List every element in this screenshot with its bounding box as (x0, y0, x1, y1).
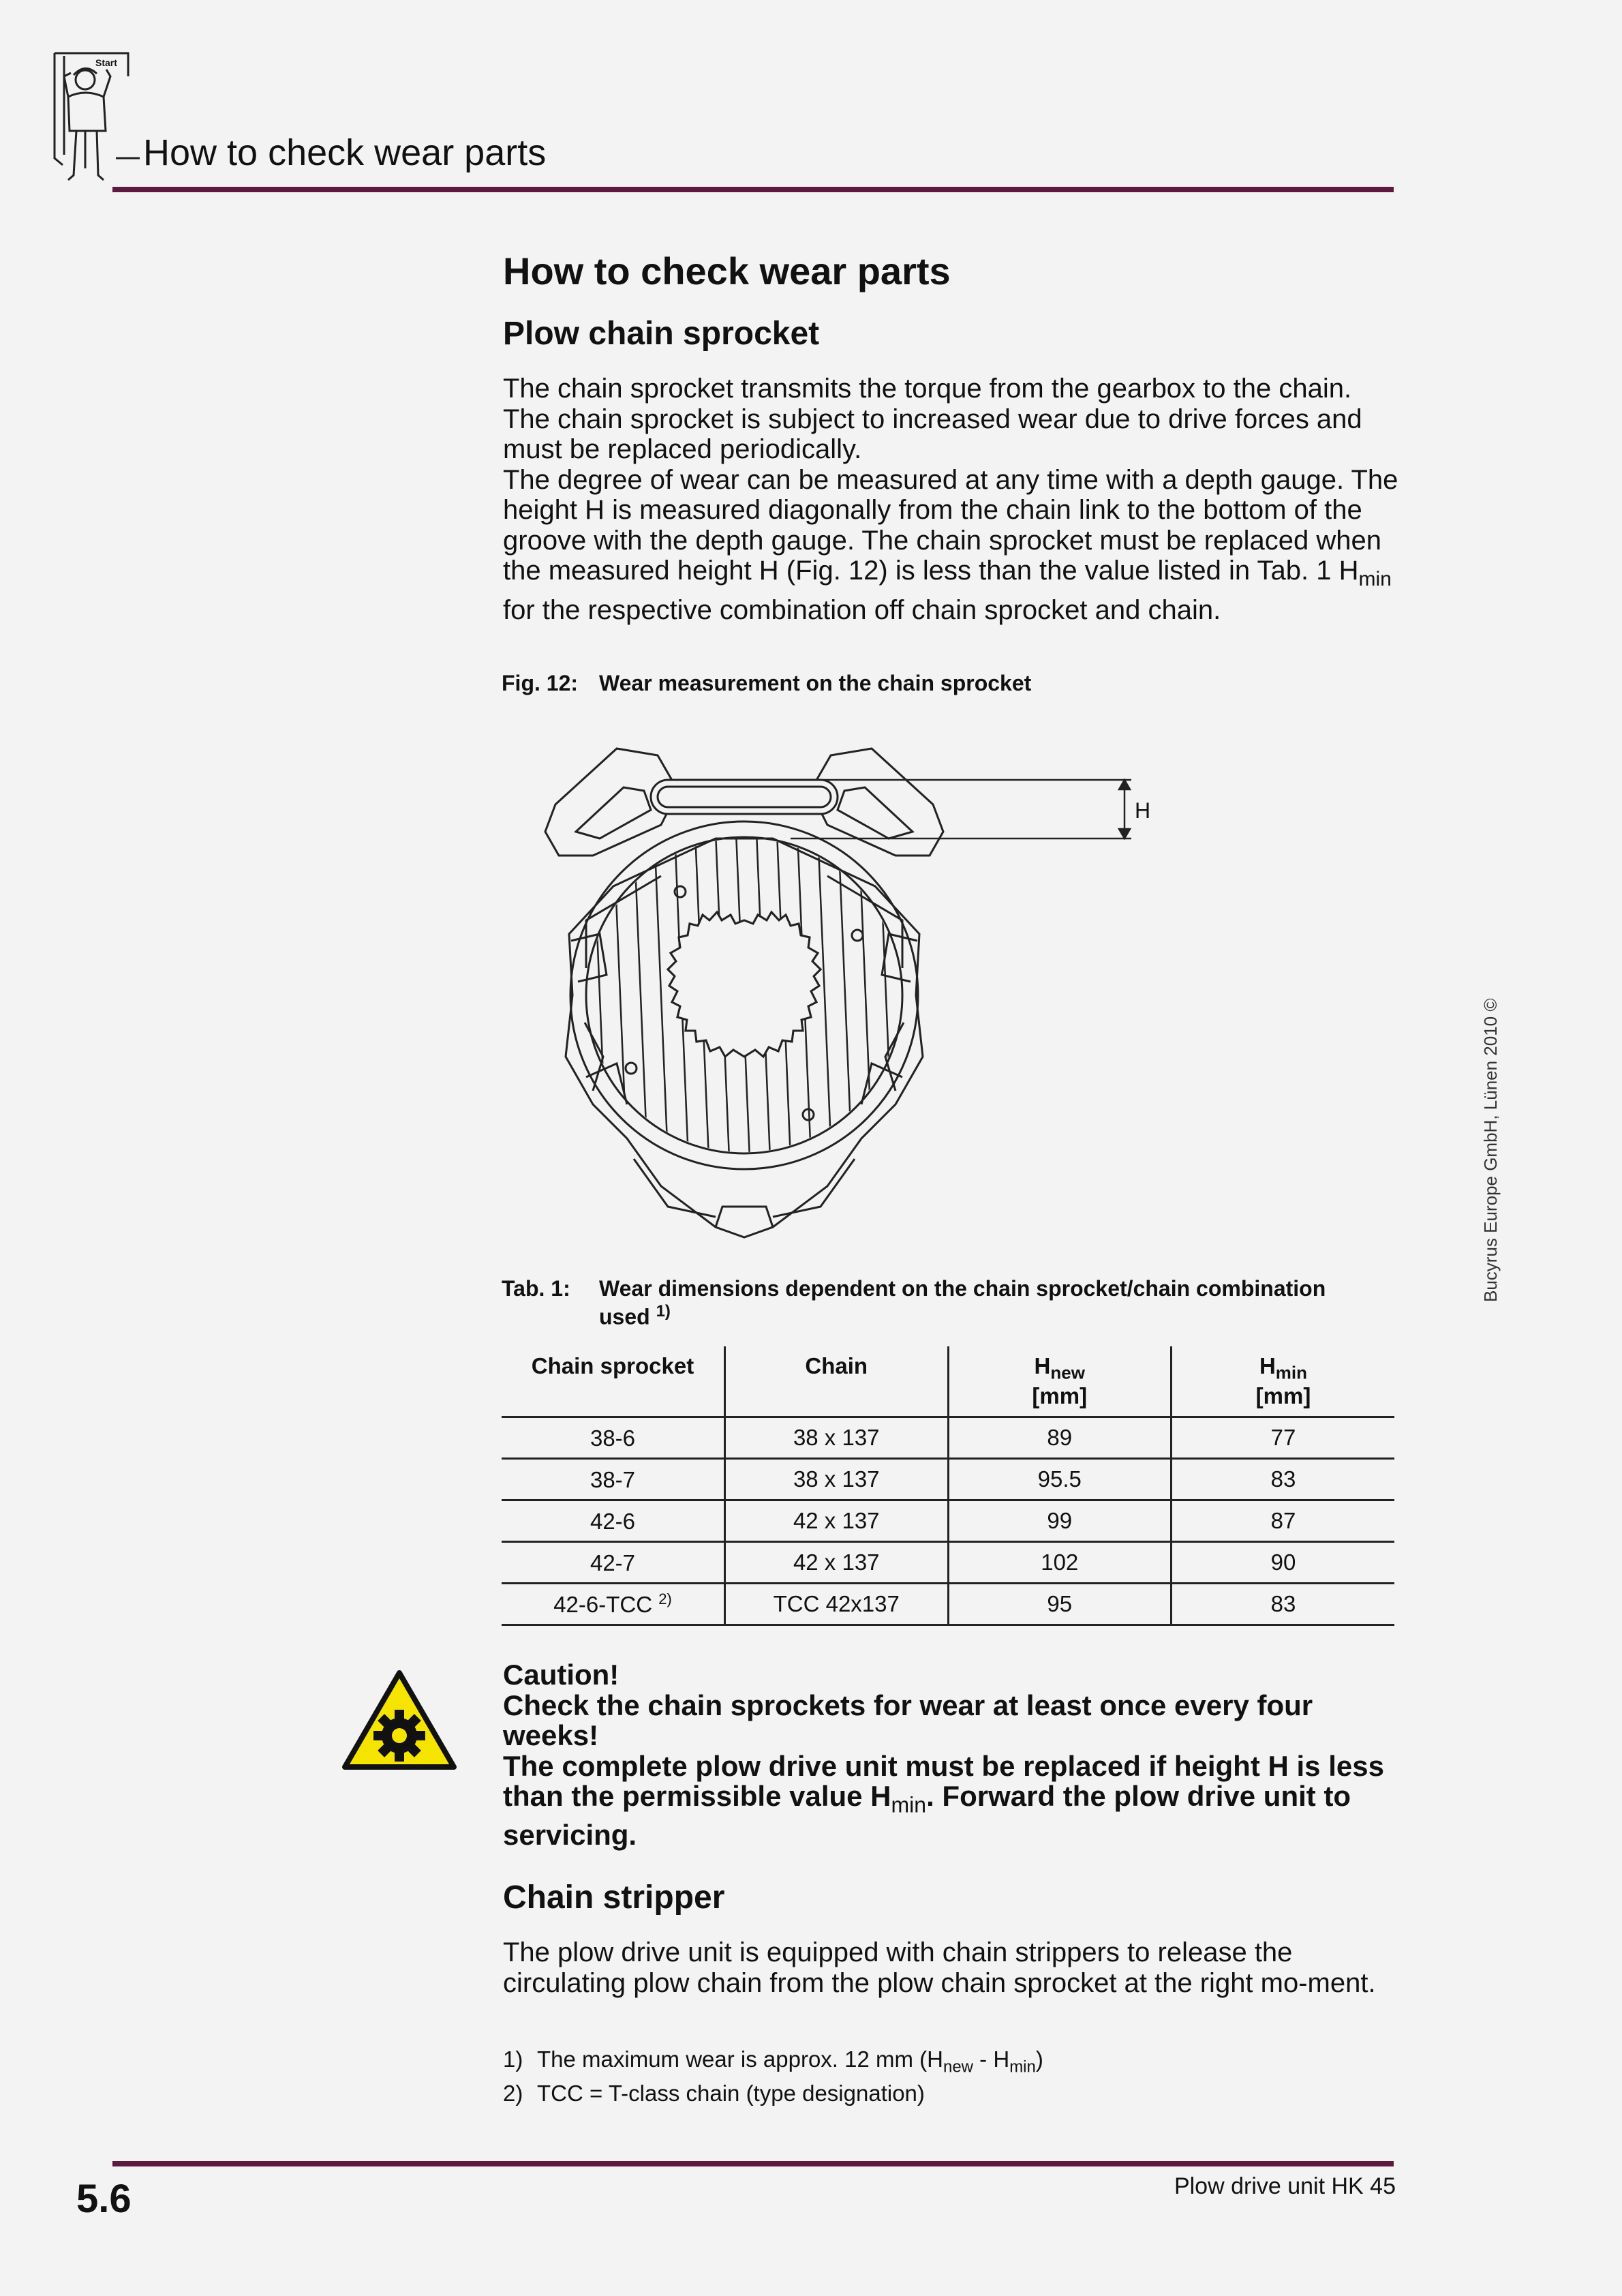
figure-caption-text: Wear measurement on the chain sprocket (599, 671, 1032, 695)
header-title: How to check wear parts (143, 132, 547, 173)
warning-gear-icon (341, 1669, 458, 1771)
caution-line-1: Check the chain sprockets for wear at least once every four weeks! (503, 1689, 1313, 1751)
caution-block (503, 1660, 1403, 1850)
footer-rule (112, 2161, 1394, 2166)
start-label: Start (95, 57, 117, 68)
wear-dimensions-table (502, 1346, 1394, 1626)
table-caption (502, 1277, 1408, 1329)
col-header-hmin: $H_{min}$ [mm] (1172, 1346, 1395, 1417)
footnote-2: 2) TCC = T-class chain (type designation) (503, 2080, 925, 2106)
table-caption-text: Wear dimensions dependent on the chain sprocket/chain combination used $^{1)}$ (599, 1276, 1326, 1329)
section-title-stripper: Chain stripper (503, 1879, 725, 1916)
header-rule (112, 187, 1394, 192)
sprocket-figure (491, 736, 1172, 1254)
table-row: 38-7 38 x 137 95.5 83 (502, 1459, 1394, 1500)
stripper-text: The plow drive unit is equipped with chain strippers to release the circulating plow chain from the plow chain sprocket at the right mo-ment. (503, 1937, 1376, 1998)
section-title-sprocket: Plow chain sprocket (503, 316, 820, 352)
copyright-vertical: Bucyrus Europe GmbH, Lünen 2010 © (1480, 998, 1501, 1302)
table-row: 42-7 42 x 137 102 90 (502, 1542, 1394, 1584)
col-header-chain: Chain (725, 1346, 949, 1417)
caution-title: Caution! (503, 1659, 619, 1691)
sprocket-text (503, 374, 1403, 625)
table-label: Tab. 1: (502, 1276, 570, 1301)
footer-product: Plow drive unit HK 45 (1174, 2173, 1396, 2199)
table-row: 42-6 42 x 137 99 87 (502, 1500, 1394, 1542)
figure-label: Fig. 12: (502, 671, 579, 695)
col-header-sprocket: Chain sprocket (502, 1346, 725, 1417)
figure-caption (502, 671, 1031, 695)
dimension-h-label: H (1135, 798, 1151, 823)
table-row: 38-6 38 x 137 89 77 (502, 1417, 1394, 1459)
table-header-row (502, 1346, 1394, 1417)
start-person-icon (48, 49, 140, 184)
page-heading: How to check wear parts (503, 250, 951, 292)
footnote-1: 1) The maximum wear is approx. 12 mm $(H_{new} - H_{min})$ (503, 2046, 1043, 2076)
sprocket-para-2: The degree of wear can be measured at any time with a depth gauge. The height H is measured diagonally from the chain link to the bottom of the groove with the depth gauge. The chain sprocket must be replaced when the measured height H (Fig. 12) is less than the value listed in Tab. 1 $H_{min}$ for the respective combination off chain sprocket and chain. (503, 464, 1398, 625)
table-row: 42-6-TCC $^{2)}$ TCC 42x137 95 83 (502, 1584, 1394, 1625)
page-number: 5.6 (76, 2177, 132, 2221)
sprocket-para-1: The chain sprocket transmits the torque from the gearbox to the chain. The chain sprocket is subject to increased wear due to drive forces and must be replaced periodically. (503, 374, 1362, 464)
caution-line-2: The complete plow drive unit must be replaced if height H is less than the permissible value $H_{min}$. Forward the plow drive unit to servicing. (503, 1749, 1384, 1851)
col-header-hnew: $H_{new}$ [mm] (948, 1346, 1172, 1417)
footnotes (503, 2046, 1043, 2106)
